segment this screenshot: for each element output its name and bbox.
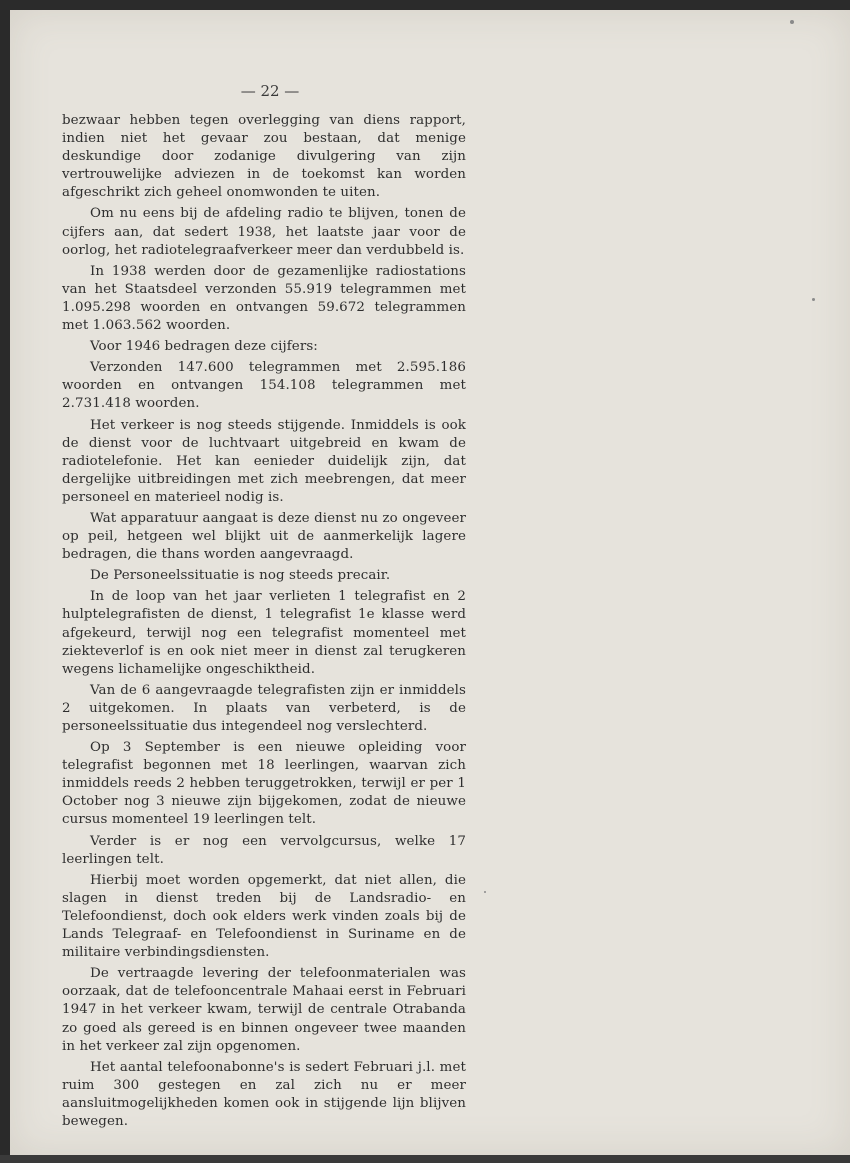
paragraph: Hierbij moet worden opgemerkt, dat niet allen, die slagen in dienst treden bij de Landsradio- en Telefoondienst, doch ook elders werk vinden zoals bij de Lands Telegraaf- en Telefoondienst in Suriname en de militaire verbindingsdiensten.: [62, 872, 466, 961]
body-text: [62, 112, 466, 1131]
paragraph: Het aantal telefoonabonne's is sedert Februari j.l. met ruim 300 gestegen en zal zich nu er meer aansluitmogelijkheden komen ook in stijgende lijn blijven bewegen.: [62, 1059, 466, 1129]
paragraph: Het verkeer is nog steeds stijgende. Inmiddels is ook de dienst voor de luchtvaart uitgebreid en kwam de radiotelefonie. Het kan eenieder duidelijk zijn, dat dergelijke uitbreidingen met zich meebrengen, dat meer personeel en materieel nodig is.: [62, 417, 466, 505]
paragraph: De Personeelssituatie is nog steeds precair.: [90, 568, 391, 584]
paragraph: Wat apparatuur aangaat is deze dienst nu zo ongeveer op peil, hetgeen wel blijkt uit de aanmerkelijk lagere bedragen, die thans worden aangevraagd.: [62, 510, 466, 563]
paragraph: Om nu eens bij de afdeling radio te blijven, tonen de cijfers aan, dat sedert 1938, het laatste jaar voor de oorlog, het radiotelegraafverkeer meer dan verdubbeld is.: [62, 206, 466, 258]
paragraph: Op 3 September is een nieuwe opleiding voor telegrafist begonnen met 18 leerlingen, waarvan zich inmiddels reeds 2 hebben teruggetrokken, terwijl er per 1 October nog 3 nieuwe zijn bijgekomen, zodat de nieuwe cursus momenteel 19 leerlingen telt.: [62, 740, 466, 828]
paper-speck: [812, 298, 815, 301]
paragraph: Van de 6 aangevraagde telegrafisten zijn er inmiddels 2 uitgekomen. In plaats van verbeterd, is de personeelssituatie dus integendeel nog verslechterd.: [62, 682, 466, 734]
paragraph: Verzonden 147.600 telegrammen met 2.595.186 woorden en ontvangen 154.108 telegrammen met 2.731.418 woorden.: [62, 360, 466, 412]
paper-speck: [484, 891, 486, 893]
page-number: — 22 —: [240, 82, 300, 100]
paragraph: bezwaar hebben tegen overlegging van diens rapport, indien niet het gevaar zou bestaan, dat menige deskundige door zodanige divulgering van zijn vertrouwelijke adviezen in de toekomst kan worden afgeschrikt zich geheel onomwonden te uiten.: [62, 113, 466, 201]
paper-speck: [790, 20, 794, 24]
paragraph: Voor 1946 bedragen deze cijfers:: [90, 339, 318, 355]
scan-top-edge: [0, 0, 850, 10]
paragraph: In 1938 werden door de gezamenlijke radiostations van het Staatsdeel verzonden 55.919 telegrammen met 1.095.298 woorden en ontvangen 59.672 telegrammen met 1.063.562 woorden.: [62, 263, 466, 334]
paragraph: Verder is er nog een vervolgcursus, welke 17 leerlingen telt.: [62, 833, 466, 867]
paragraph: De vertraagde levering der telefoonmaterialen was oorzaak, dat de telefooncentrale Mahaai eerst in Februari 1947 in het verkeer kwam, terwijl de centrale Otrabanda zo goed als gereed is en binnen ongeveer twee maanden in het verkeer zal zijn opgenomen.: [62, 966, 466, 1054]
paragraph: In de loop van het jaar verlieten 1 telegrafist en 2 hulptelegrafisten de dienst, 1 telegrafist 1e klasse werd afgekeurd, terwijl nog een telegrafist momenteel met ziekteverlof is en ook niet meer in dienst zal terugkeren wegens lichamelijke ongeschiktheid.: [62, 589, 466, 677]
scan-bottom-edge: [0, 1155, 850, 1163]
